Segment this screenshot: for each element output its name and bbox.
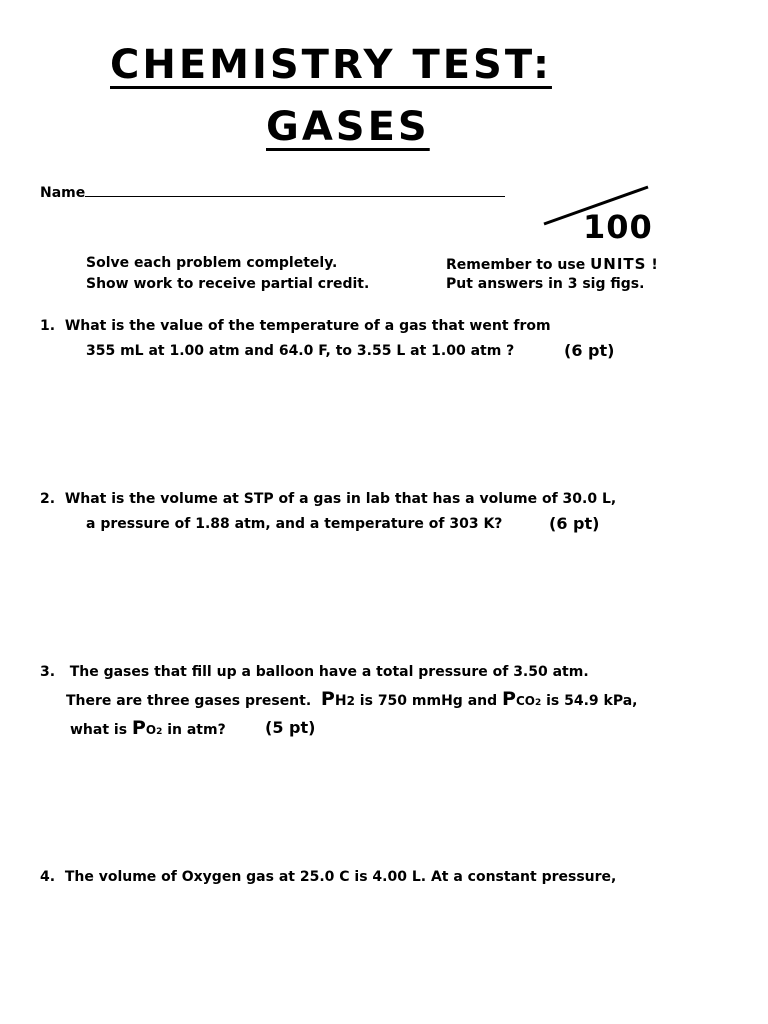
pressure-h2-symbol: P: [320, 688, 335, 710]
instruction-units: Remember to use UNITS !: [446, 255, 658, 273]
units-emphasis: UNITS: [590, 255, 647, 273]
question-1-line-1: 1. What is the value of the temperature of a gas that went from: [40, 318, 551, 334]
question-2-points: (6 pt): [549, 514, 600, 533]
title-line-1: CHEMISTRY TEST:: [110, 42, 552, 88]
question-4-number: 4.: [40, 869, 56, 885]
instruction-show-work: Show work to receive partial credit.: [86, 276, 370, 292]
name-field: [40, 184, 505, 201]
score-total: 100: [583, 208, 653, 246]
pressure-h2-subscript: 2: [346, 694, 355, 708]
question-1-line-2: 355 mL at 1.00 atm and 64.0 F, to 3.55 L at 1.00 atm ?: [86, 343, 515, 359]
title-line-2: GASES: [266, 104, 430, 150]
instruction-sig-figs: Put answers in 3 sig figs.: [446, 276, 645, 292]
question-3-line-2: There are three gases present. PH2 is 750 mmHg and PCO2 is 54.9 kPa,: [66, 688, 638, 710]
pressure-co2-subscript: 2: [534, 698, 542, 708]
instruction-solve: Solve each problem completely.: [86, 255, 338, 271]
pressure-o2-subscript: 2: [156, 727, 163, 737]
name-label: Name: [40, 185, 86, 201]
pressure-co2-symbol: P: [502, 688, 516, 710]
question-2-line-2: a pressure of 1.88 atm, and a temperature of 303 K?: [86, 516, 503, 532]
pressure-co2-label: CO: [515, 694, 535, 708]
pressure-o2-symbol: P: [131, 717, 146, 739]
question-3-line-3: what is PO2 in atm?: [70, 717, 226, 739]
pressure-o2-label: O: [145, 723, 157, 737]
name-underline: [85, 184, 505, 197]
question-2-number: 2.: [40, 491, 56, 507]
pressure-h2-label: H: [334, 693, 347, 709]
question-1-points: (6 pt): [564, 341, 615, 360]
question-3-points: (5 pt): [265, 718, 316, 737]
question-3-number: 3.: [40, 664, 56, 680]
question-1-number: 1.: [40, 318, 56, 334]
question-4-line-1: 4. The volume of Oxygen gas at 25.0 C is 4.00 L. At a constant pressure,: [40, 869, 617, 885]
question-2-line-1: 2. What is the volume at STP of a gas in lab that has a volume of 30.0 L,: [40, 491, 617, 507]
question-3-line-1: 3. The gases that fill up a balloon have a total pressure of 3.50 atm.: [40, 664, 589, 680]
